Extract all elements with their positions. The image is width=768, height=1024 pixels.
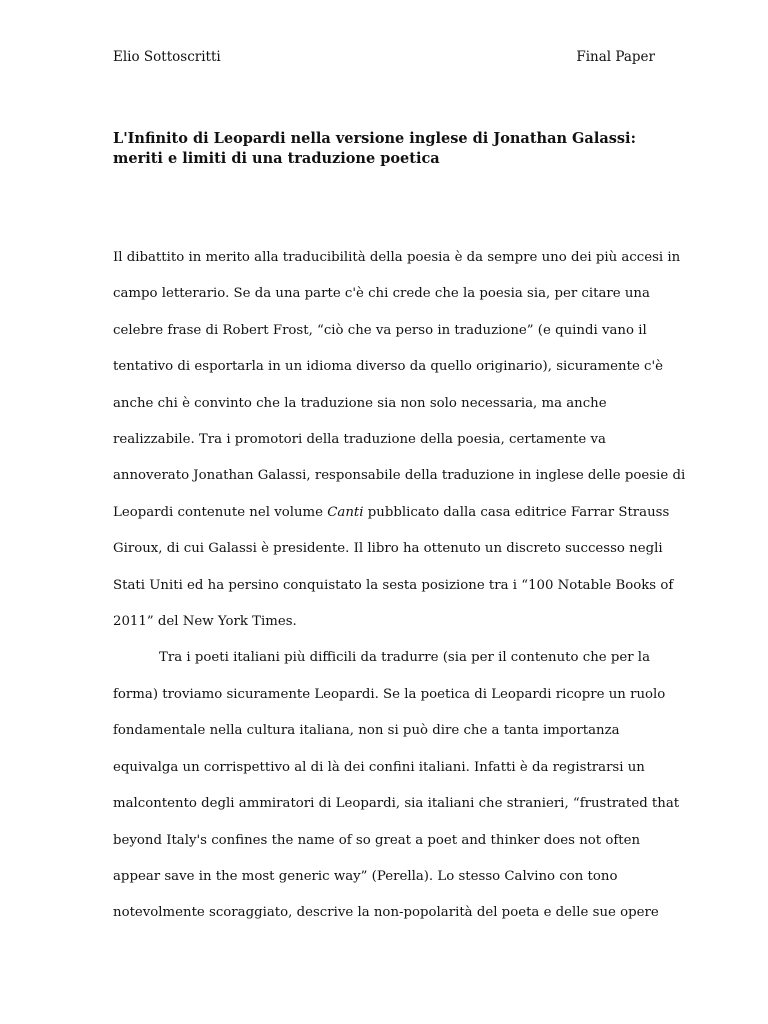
text-line: campo letterario. Se da una parte c'è chi crede che la poesia sia, per citare una bbox=[113, 286, 650, 302]
book-title-italic: Canti bbox=[327, 504, 364, 520]
text-line: 2011” del New York Times. bbox=[113, 614, 297, 630]
text-line: celebre frase di Robert Frost, “ciò che va perso in traduzione” (e quindi vano il bbox=[113, 322, 647, 338]
text-segment: Leopardi contenute nel volume bbox=[113, 504, 328, 520]
page-header bbox=[113, 48, 655, 66]
text-line: appear save in the most generic way” (Perella). Lo stesso Calvino con tono bbox=[113, 868, 618, 884]
text-line: tentativo di esportarla in un idioma diverso da quello originario), sicuramente c'è bbox=[113, 359, 664, 375]
text-line: fondamentale nella cultura italiana, non si può dire che a tanta importanza bbox=[113, 723, 620, 739]
text-line: notevolmente scoraggiato, descrive la non-popolarità del poeta e delle sue opere bbox=[113, 905, 659, 921]
text-line: anche chi è convinto che la traduzione sia non solo necessaria, ma anche bbox=[113, 395, 607, 411]
text-line: Giroux, di cui Galassi è presidente. Il libro ha ottenuto un discreto successo negli bbox=[113, 541, 663, 557]
text-line bbox=[113, 495, 670, 531]
text-line: Stati Uniti ed ha persino conquistato la sesta posizione tra i “100 Notable Books of bbox=[113, 577, 674, 593]
text-segment: pubblicato dalla casa editrice Farrar Strauss bbox=[363, 504, 670, 520]
paragraph-1 bbox=[113, 240, 686, 640]
text-line: Il dibattito in merito alla traducibilità della poesia è da sempre uno dei più accesi in bbox=[113, 250, 681, 265]
text-segment: Tra i poeti italiani più difficili da tradurre (sia per il contenuto che per la bbox=[159, 650, 650, 666]
text-line: realizzabile. Tra i promotori della traduzione della poesia, certamente va bbox=[113, 432, 606, 448]
paragraph-2 bbox=[113, 640, 680, 931]
header-doc-type: Final Paper bbox=[576, 49, 655, 65]
text-line: forma) troviamo sicuramente Leopardi. Se la poetica di Leopardi ricopre un ruolo bbox=[113, 686, 666, 702]
text-line: malcontento degli ammiratori di Leopardi, sia italiani che stranieri, “frustrated that bbox=[113, 796, 680, 812]
header-author: Elio Sottoscritti bbox=[113, 49, 221, 65]
paper-title: L'Infinito di Leopardi nella versione inglese di Jonathan Galassi: meriti e limiti di una traduzione poetica bbox=[113, 130, 636, 167]
text-line: annoverato Jonathan Galassi, responsabile della traduzione in inglese delle poesie di bbox=[113, 468, 686, 484]
text-line: beyond Italy's confines the name of so great a poet and thinker does not often bbox=[113, 832, 641, 848]
text-line: equivalga un corrispettivo al di là dei confini italiani. Infatti è da registrarsi un bbox=[113, 759, 645, 775]
paper-body bbox=[113, 240, 686, 932]
text-line bbox=[113, 640, 658, 676]
